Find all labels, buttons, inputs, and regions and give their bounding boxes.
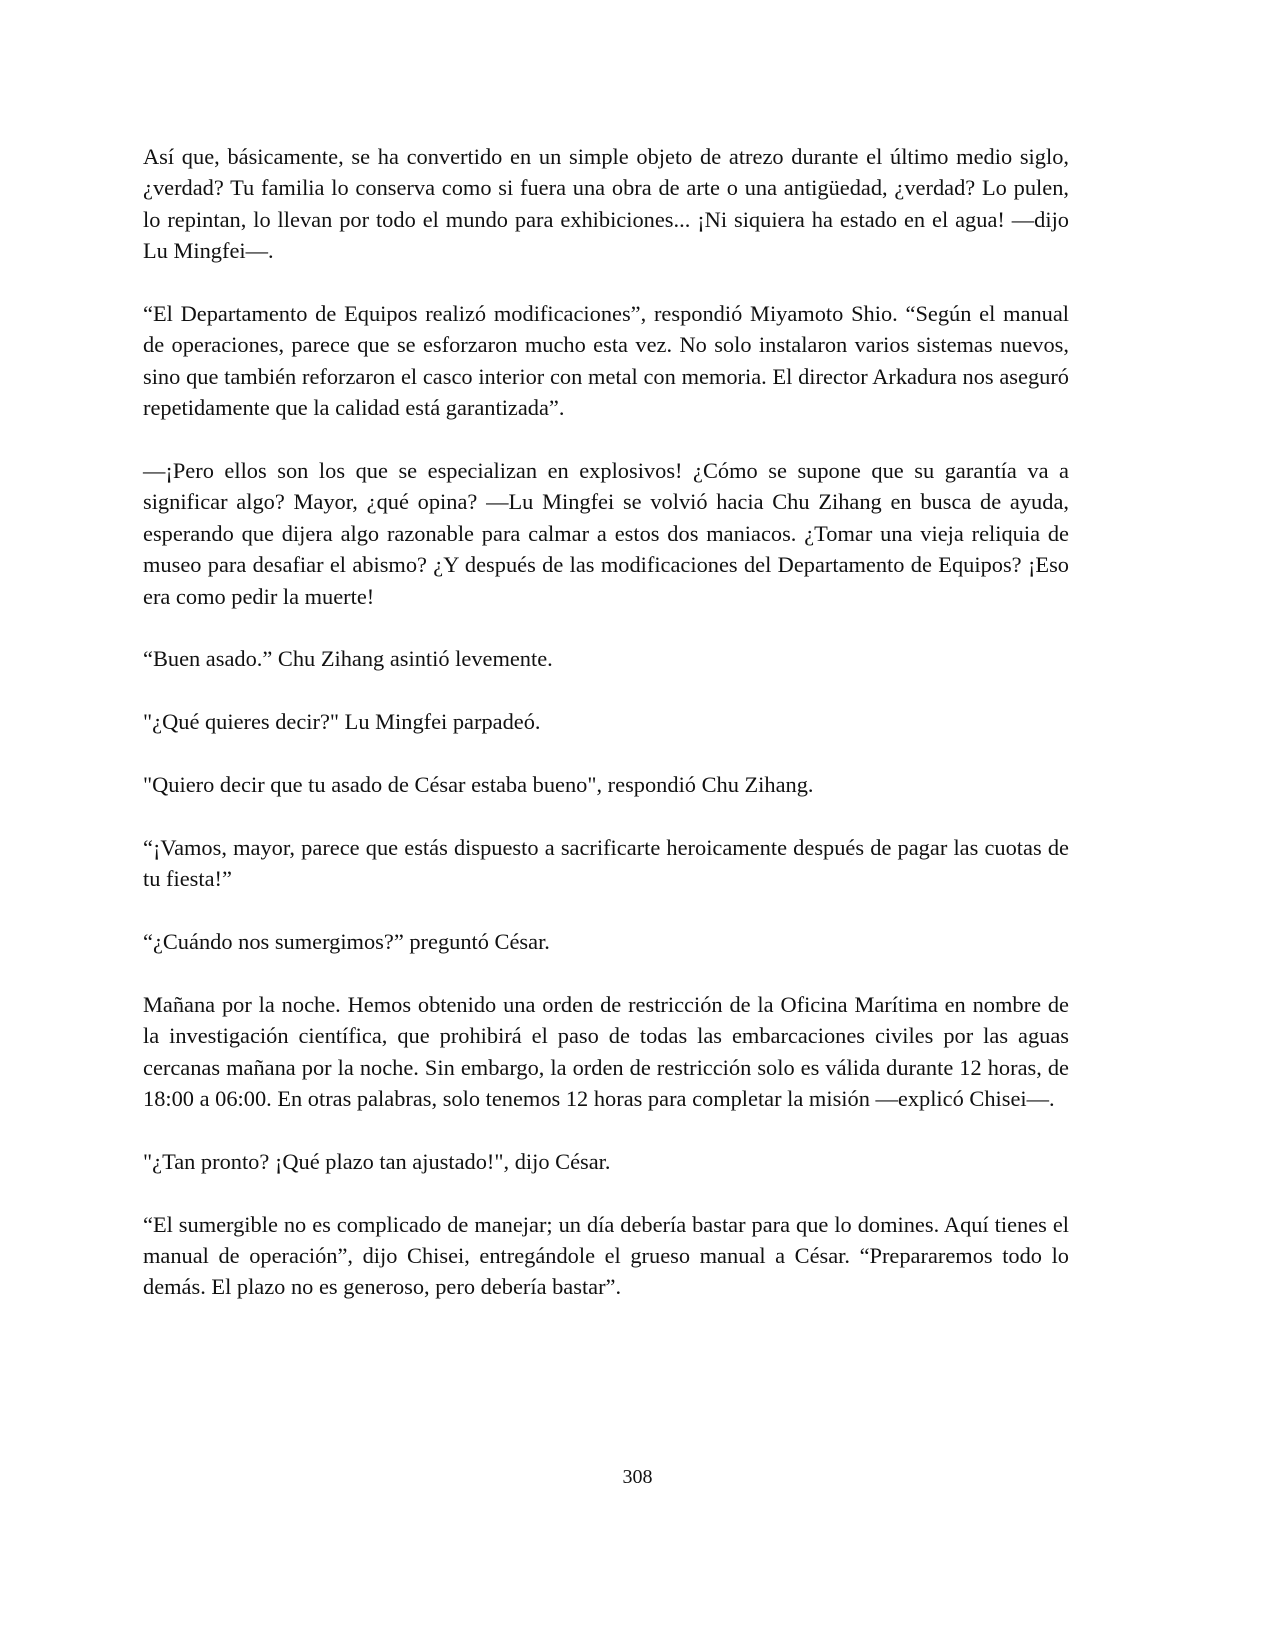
paragraph: “El sumergible no es complicado de manejar; un día debería bastar para que lo domines. Aquí tienes el manual de operación”, dijo Chisei, entregándole el grueso manual a César. “Prepararemos todo lo demás. El plazo no es generoso, pero debería bastar”. — [143, 1211, 1069, 1300]
paragraph: “¡Vamos, mayor, parece que estás dispuesto a sacrificarte heroicamente después de pagar las cuotas de tu fiesta!” — [143, 834, 1069, 892]
page-body — [143, 141, 1069, 1334]
paragraph: "¿Qué quieres decir?" Lu Mingfei parpadeó. — [143, 709, 541, 735]
paragraph: Así que, básicamente, se ha convertido en un simple objeto de atrezo durante el último medio siglo, ¿verdad? Tu familia lo conserva como si fuera una obra de arte o una antigüedad, ¿verdad? Lo pulen, lo repintan, lo llevan por todo el mundo para exhibiciones... ¡Ni siquiera ha estado en el agua! —dijo Lu Mingfei—. — [143, 144, 1069, 264]
paragraph: “¿Cuándo nos sumergimos?” preguntó César. — [143, 929, 550, 955]
paragraph: “El Departamento de Equipos realizó modificaciones”, respondió Miyamoto Shio. “Según el manual de operaciones, parece que se esforzaron mucho esta vez. No solo instalaron varios sistemas nuevos, sino que también reforzaron el casco interior con metal con memoria. El director Arkadura nos aseguró repetidamente que la calidad está garantizada”. — [143, 301, 1069, 421]
paragraph: “Buen asado.” Chu Zihang asintió levemente. — [143, 646, 553, 672]
page-number: 308 — [622, 1466, 653, 1488]
paragraph: "¿Tan pronto? ¡Qué plazo tan ajustado!", dijo César. — [143, 1148, 611, 1174]
paragraph: "Quiero decir que tu asado de César estaba bueno", respondió Chu Zihang. — [143, 772, 814, 798]
paragraph: —¡Pero ellos son los que se especializan en explosivos! ¿Cómo se supone que su garantía va a significar algo? Mayor, ¿qué opina? —Lu Mingfei se volvió hacia Chu Zihang en busca de ayuda, esperando que dijera algo razonable para calmar a estos dos maniacos. ¿Tomar una vieja reliquia de museo para desafiar el abismo? ¿Y después de las modificaciones del Departamento de Equipos? ¡Eso era como pedir la muerte! — [143, 458, 1069, 609]
paragraph: Mañana por la noche. Hemos obtenido una orden de restricción de la Oficina Marítima en nombre de la investigación científica, que prohibirá el paso de todas las embarcaciones civiles por las aguas cercanas mañana por la noche. Sin embargo, la orden de restricción solo es válida durante 12 horas, de 18:00 a 06:00. En otras palabras, solo tenemos 12 horas para completar la misión —explicó Chisei—. — [143, 991, 1069, 1112]
